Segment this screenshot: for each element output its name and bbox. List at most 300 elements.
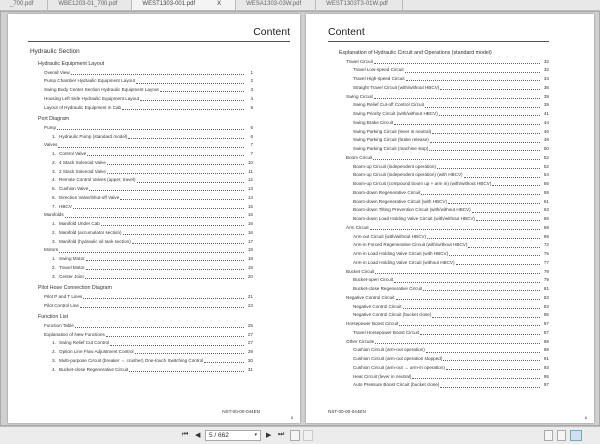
dot-leader bbox=[394, 276, 540, 282]
toc-entry-title bbox=[52, 255, 86, 264]
toc-entry-title bbox=[44, 95, 140, 104]
dot-leader bbox=[421, 189, 540, 195]
toc-entry-title bbox=[44, 246, 59, 255]
dot-leader bbox=[425, 101, 540, 107]
toc-entry-text: Travel Horsepower Boost Circuit bbox=[353, 329, 419, 335]
toc-entry-title bbox=[353, 215, 476, 224]
toc-entry-text: Motors bbox=[44, 247, 59, 253]
toc-entry[interactable] bbox=[339, 180, 549, 189]
dot-leader bbox=[396, 294, 540, 300]
toc-entry[interactable] bbox=[30, 264, 253, 273]
toc-entry[interactable] bbox=[339, 373, 549, 382]
toc-entry-title bbox=[38, 114, 70, 124]
dot-leader bbox=[412, 373, 540, 379]
toc-entry-title bbox=[52, 348, 135, 357]
toc-entry-text: Explanation of New Functions bbox=[44, 331, 105, 337]
toc-entry-title bbox=[44, 124, 57, 133]
toc-entry-page: 97 bbox=[540, 381, 549, 390]
toc-entry-title bbox=[353, 233, 427, 242]
toc-entry[interactable] bbox=[339, 320, 549, 329]
dot-leader bbox=[456, 259, 540, 265]
toc-entry[interactable] bbox=[339, 110, 549, 119]
toc-entry-title bbox=[52, 220, 101, 229]
page-number: 5 bbox=[290, 415, 293, 420]
toc-entry[interactable] bbox=[30, 141, 253, 150]
toc-entry[interactable] bbox=[30, 220, 253, 229]
toc-entry-title bbox=[353, 66, 405, 75]
toc-entry[interactable] bbox=[30, 69, 253, 78]
toc-entry-page: 91 bbox=[540, 355, 549, 364]
page-left bbox=[8, 14, 300, 423]
toc-entry-text: Arm-in Forced Regenerative Circuit (with/without HBCV) bbox=[353, 242, 468, 248]
toc-entry[interactable] bbox=[339, 346, 549, 355]
toc-entry[interactable] bbox=[339, 189, 549, 198]
toc-entry-title bbox=[44, 141, 58, 150]
toc-entry[interactable] bbox=[30, 331, 253, 340]
toc-entry-page: 13 bbox=[244, 185, 253, 194]
toc-entry-title bbox=[346, 268, 375, 277]
toc-entry-title bbox=[52, 357, 204, 366]
dot-leader bbox=[129, 366, 244, 372]
toc-entry-text: Function List bbox=[38, 314, 69, 321]
toc-entry[interactable] bbox=[30, 229, 253, 238]
toc-entry-title bbox=[346, 294, 396, 303]
toc-entry[interactable] bbox=[339, 163, 549, 172]
toc-entry-title bbox=[38, 283, 113, 293]
toc-entry[interactable] bbox=[30, 86, 253, 95]
toc-entry[interactable] bbox=[339, 311, 549, 320]
toc-entry-text: Bucket-close Regenerative Circuit bbox=[59, 366, 129, 372]
dot-leader bbox=[405, 66, 540, 72]
dot-leader bbox=[80, 302, 244, 308]
toc-entry-title bbox=[353, 373, 412, 382]
toc-entry-title bbox=[52, 229, 123, 238]
toc-entry-page: 61 bbox=[540, 198, 549, 207]
toc-entry[interactable] bbox=[339, 276, 549, 285]
paste-icon[interactable] bbox=[303, 430, 313, 441]
toc-entry-title bbox=[38, 59, 105, 69]
tab-2[interactable] bbox=[132, 0, 236, 10]
title-rule bbox=[328, 41, 549, 42]
toc-entry-text: Swing Parking Circuit (lever in neutral) bbox=[353, 128, 432, 134]
continuous-view-button[interactable] bbox=[557, 430, 566, 441]
toc-entry[interactable] bbox=[30, 339, 253, 348]
toc-entry-text: Manifold (hydraulic oil tank section) bbox=[59, 238, 131, 244]
dot-leader bbox=[122, 104, 244, 110]
dot-leader bbox=[446, 364, 540, 370]
toc-entry-text: Swing Parking Circuit (brake release) bbox=[353, 137, 429, 143]
toc-entry-page: 59 bbox=[540, 189, 549, 198]
toc-entry-text: Pilot P and T Lines bbox=[44, 293, 83, 299]
dot-leader bbox=[399, 320, 540, 326]
toc-heading bbox=[30, 59, 253, 69]
toc-entry-title bbox=[346, 154, 373, 163]
toc-entry-page: 6 bbox=[244, 124, 253, 133]
toc-entry[interactable] bbox=[30, 293, 253, 302]
toc-entry-text: Boom-up Circuit (independent operation) (with HBCV) bbox=[353, 172, 463, 178]
toc-entry[interactable] bbox=[30, 104, 253, 113]
close-tab-button[interactable]: X bbox=[217, 1, 222, 7]
toc-entry-title bbox=[346, 224, 370, 233]
toc-entry-page: 52 bbox=[540, 163, 549, 172]
toc-entry-title bbox=[353, 84, 440, 93]
toc-entry[interactable] bbox=[339, 250, 549, 259]
dot-leader bbox=[440, 84, 540, 90]
toc-entry-number: 3. bbox=[52, 357, 56, 363]
toc-entry-title bbox=[52, 176, 137, 185]
toc-entry-number: 2. bbox=[52, 264, 56, 270]
toc-entry-text: Cushion Valve bbox=[59, 186, 89, 191]
dot-leader bbox=[429, 145, 540, 151]
dot-leader bbox=[86, 255, 244, 261]
toc-entry-text: Negative Control Circuit (bucket close) bbox=[353, 312, 432, 318]
toc-entry[interactable] bbox=[339, 84, 549, 93]
toc-entry-title bbox=[353, 259, 456, 268]
toc-entry-number: 5. bbox=[52, 186, 56, 191]
next-page-button[interactable]: ▶ bbox=[266, 432, 272, 439]
toc-entry[interactable] bbox=[339, 136, 549, 145]
toc-entry[interactable] bbox=[339, 303, 549, 312]
toc-entry-page: 69 bbox=[540, 233, 549, 242]
toc-entry-page: 32 bbox=[540, 58, 549, 67]
toc-entry[interactable] bbox=[339, 58, 549, 67]
copy-icon[interactable] bbox=[290, 430, 300, 441]
toc-entry[interactable] bbox=[339, 171, 549, 180]
toc-entry-text: Port Diagram bbox=[38, 116, 70, 123]
dot-leader bbox=[135, 348, 244, 354]
two-page-view-button[interactable] bbox=[570, 430, 582, 441]
toc-entry[interactable] bbox=[339, 268, 549, 277]
toc-entry[interactable] bbox=[30, 176, 253, 185]
toc-entry-page: 7 bbox=[244, 141, 253, 150]
toc-entry[interactable] bbox=[30, 246, 253, 255]
toc-entry-title bbox=[346, 58, 374, 67]
toc-entry-title bbox=[353, 145, 429, 154]
dot-leader bbox=[120, 194, 244, 200]
toc-entry-title bbox=[353, 311, 432, 320]
dot-leader bbox=[440, 381, 540, 387]
toc-entry-text: Heat Circuit (lever in neutral) bbox=[353, 373, 412, 379]
doc-code: NST-00-00-044EN bbox=[328, 409, 366, 414]
toc-entry-number: 1. bbox=[52, 133, 56, 139]
toc-entry[interactable] bbox=[339, 75, 549, 84]
toc-entry-number: 1. bbox=[52, 151, 56, 156]
toc-entry-title bbox=[52, 366, 129, 375]
toc-entry-title bbox=[346, 338, 375, 347]
dot-leader bbox=[83, 293, 244, 299]
dot-leader bbox=[160, 86, 244, 92]
toc-entry[interactable] bbox=[339, 259, 549, 268]
toc-entry-title bbox=[353, 381, 440, 390]
dot-leader bbox=[106, 331, 244, 337]
toc-entry-page: 16 bbox=[244, 220, 253, 229]
toc-entry[interactable] bbox=[339, 145, 549, 154]
toc-entry-title bbox=[52, 203, 73, 212]
toc-entry-number: 1. bbox=[52, 221, 56, 226]
toc-entry-number: 3. bbox=[52, 273, 56, 279]
toc-entry-text: Swing Body Center Section Hydraulic Equipment Layout bbox=[44, 87, 159, 92]
toc-entry-page: 44 bbox=[540, 119, 549, 128]
dot-leader bbox=[140, 95, 244, 101]
toc-entry-text: Valves bbox=[44, 142, 58, 148]
toc-entry-text: Straight Travel Circuit (with/without HBCV) bbox=[353, 84, 440, 90]
toc-entry-text: Boom Circuit bbox=[346, 154, 373, 160]
toc-entry-title bbox=[44, 302, 80, 311]
toc-entry-page: 46 bbox=[540, 128, 549, 137]
toc-entry[interactable] bbox=[30, 95, 253, 104]
title-rule bbox=[28, 41, 290, 42]
toc-entry[interactable] bbox=[339, 338, 549, 347]
dot-leader bbox=[375, 338, 540, 344]
toc-entry-text: Swing Brake Circuit bbox=[353, 119, 394, 125]
dot-leader bbox=[448, 198, 540, 204]
toc-entry-text: Center Joint bbox=[59, 273, 84, 279]
toc-entry[interactable] bbox=[30, 168, 253, 177]
dot-leader bbox=[204, 357, 244, 363]
toc-entry-page: 34 bbox=[540, 75, 549, 84]
toc-entry-page: 87 bbox=[540, 329, 549, 338]
toc-entry[interactable] bbox=[339, 381, 549, 390]
toc-entry[interactable] bbox=[339, 294, 549, 303]
toc-entry-page: 85 bbox=[540, 311, 549, 320]
toc-entry-text: Travel Motor bbox=[59, 264, 85, 270]
toc-entry-text: Overall View bbox=[44, 69, 70, 75]
toc-entry-title bbox=[52, 159, 107, 168]
toc-entry[interactable] bbox=[30, 238, 253, 247]
dot-leader bbox=[374, 93, 540, 99]
dot-leader bbox=[472, 206, 540, 212]
toc-entry-text: Pump Chamber Hydraulic Equipment Layout bbox=[44, 78, 135, 84]
tab-label: WEST1303T3-01W.pdf bbox=[326, 1, 388, 7]
toc-entry[interactable] bbox=[30, 194, 253, 203]
toc-entry-page: 18 bbox=[244, 246, 253, 255]
toc-entry[interactable] bbox=[339, 101, 549, 110]
toc-entry[interactable] bbox=[339, 215, 549, 224]
toc-entry-text: Bucket Circuit bbox=[346, 268, 375, 274]
toc-entry-title bbox=[44, 211, 65, 220]
dot-leader bbox=[394, 119, 540, 125]
toc-entry-text: Swing Relief Cut-off Control Circuit bbox=[353, 102, 424, 108]
toc-list bbox=[339, 46, 549, 390]
toc-entry-text: Direction Valve/Shut-off Valve bbox=[59, 194, 120, 200]
toc-entry-title bbox=[44, 322, 75, 331]
document-tabs bbox=[0, 0, 600, 11]
toc-entry-text: Arm Circuit bbox=[346, 224, 369, 230]
toc-entry[interactable] bbox=[30, 348, 253, 357]
toc-entry-number: 3. bbox=[52, 238, 56, 244]
toc-heading bbox=[30, 312, 253, 322]
toc-entry-page: 50 bbox=[540, 145, 549, 154]
toc-entry-title bbox=[353, 250, 449, 259]
toc-entry-text: Travel High-speed Circuit bbox=[353, 76, 405, 81]
toc-entry-title bbox=[52, 264, 86, 273]
tab-0[interactable] bbox=[0, 0, 48, 10]
toc-entry[interactable] bbox=[30, 159, 253, 168]
toc-entry-text: Boom-down Load Holding Valve Circuit (with/without HBCV) bbox=[353, 216, 475, 221]
page-right bbox=[306, 14, 594, 423]
toc-entry-title bbox=[353, 136, 430, 145]
toc-entry[interactable] bbox=[339, 241, 549, 250]
toc-entry-title bbox=[38, 312, 69, 322]
toc-entry-page: 75 bbox=[540, 250, 549, 259]
toc-entry[interactable] bbox=[339, 364, 549, 373]
toc-entry-page: 36 bbox=[540, 84, 549, 93]
dot-leader bbox=[59, 246, 244, 252]
toc-entry-text: Hydraulic Pump (standard model) bbox=[59, 133, 128, 139]
toc-entry-title bbox=[52, 339, 110, 348]
dot-leader bbox=[110, 339, 244, 345]
dot-leader bbox=[373, 154, 540, 160]
toc-entry-page: 83 bbox=[540, 294, 549, 303]
single-page-view-button[interactable] bbox=[544, 430, 553, 441]
toc-entry-page: 15 bbox=[244, 203, 253, 212]
toc-entry[interactable] bbox=[339, 329, 549, 338]
toc-entry[interactable] bbox=[30, 124, 253, 133]
dot-leader bbox=[136, 77, 244, 83]
toc-entry[interactable] bbox=[30, 366, 253, 375]
prev-page-button[interactable]: ◀ bbox=[195, 432, 201, 439]
toc-entry[interactable] bbox=[30, 255, 253, 264]
toc-entry[interactable] bbox=[339, 93, 549, 102]
toc-entry-number: 2. bbox=[52, 349, 56, 354]
toc-entry-title bbox=[353, 101, 425, 110]
tab-label: WEST1303-001.pdf bbox=[142, 1, 196, 7]
toc-entry-text: Hydraulic Equipment Layout bbox=[38, 61, 105, 67]
toc-entry[interactable] bbox=[30, 322, 253, 331]
toc-entry-title bbox=[353, 198, 448, 207]
toc-entry[interactable] bbox=[30, 211, 253, 220]
toc-entry-text: Arm-in Load Holding Valve Circuit (without HBCV) bbox=[353, 259, 455, 265]
toc-entry-title bbox=[353, 128, 432, 137]
toc-entry-text: Swing Relief Cut Control bbox=[59, 340, 110, 346]
toc-entry-title bbox=[353, 346, 426, 355]
toc-entry[interactable] bbox=[339, 233, 549, 242]
toc-entry-text: Manifolds bbox=[44, 212, 64, 218]
toc-entry-number: 4. bbox=[52, 366, 56, 372]
toc-entry-number: 2. bbox=[52, 229, 56, 235]
tab-4[interactable] bbox=[316, 0, 403, 10]
toc-entry[interactable] bbox=[30, 77, 253, 86]
dot-leader bbox=[426, 346, 540, 352]
toc-entry-number: 7. bbox=[52, 203, 56, 209]
pdf-viewer[interactable] bbox=[0, 11, 600, 426]
tab-label: _700.pdf bbox=[10, 1, 34, 7]
toc-entry[interactable] bbox=[30, 357, 253, 366]
toc-entry-page: 5 bbox=[244, 104, 253, 113]
toc-entry-page: 79 bbox=[540, 268, 549, 277]
toc-entry-title bbox=[52, 273, 85, 282]
dot-leader bbox=[73, 203, 244, 209]
toc-entry-title bbox=[52, 185, 89, 194]
toc-entry-number: 6. bbox=[52, 194, 56, 200]
dot-leader bbox=[492, 180, 540, 186]
toc-entry-page: 6 bbox=[244, 133, 253, 142]
toc-entry-text: 4 Stack Solenoid Valve bbox=[59, 159, 106, 165]
toc-entry-page: 3 bbox=[244, 86, 253, 95]
toc-entry-title bbox=[353, 329, 420, 338]
toc-entry[interactable] bbox=[30, 150, 253, 159]
page-title: Content bbox=[328, 26, 365, 38]
dot-leader bbox=[375, 268, 540, 274]
tab-1[interactable] bbox=[48, 0, 132, 10]
last-page-button[interactable]: ⏭ bbox=[278, 431, 285, 438]
chevron-down-icon[interactable]: ▾ bbox=[254, 432, 257, 438]
toc-entry[interactable] bbox=[339, 224, 549, 233]
toc-entry-page: 93 bbox=[540, 364, 549, 373]
toc-entry-text: Pump bbox=[44, 124, 57, 130]
toc-entry-text: Auto Pressure Boost Circuit (bucket close) bbox=[353, 382, 440, 388]
dot-leader bbox=[128, 133, 244, 139]
toc-entry-page: 81 bbox=[540, 285, 549, 294]
dot-leader bbox=[58, 141, 244, 147]
toc-entry-text: Boom-down Regenerative Circuit (with HBCV) bbox=[353, 198, 447, 204]
tab-3[interactable] bbox=[236, 0, 316, 10]
dot-leader bbox=[432, 311, 540, 317]
page-number-input[interactable] bbox=[205, 430, 261, 441]
dot-leader bbox=[65, 211, 244, 217]
toc-entry-page: 16 bbox=[244, 211, 253, 220]
toc-entry-text: Swing Parking Circuit (machine stop) bbox=[353, 146, 429, 151]
toc-entry[interactable] bbox=[30, 273, 253, 282]
dot-leader bbox=[437, 163, 540, 169]
toc-entry[interactable] bbox=[30, 302, 253, 311]
toc-entry[interactable] bbox=[30, 133, 253, 142]
toc-entry-page: 54 bbox=[540, 171, 549, 180]
first-page-button[interactable]: ⏮ bbox=[182, 431, 189, 438]
toc-entry-number: 3. bbox=[52, 168, 56, 174]
toc-entry-page: 77 bbox=[540, 259, 549, 268]
dot-leader bbox=[107, 168, 244, 174]
toc-entry-text: Function Table bbox=[44, 322, 74, 328]
toc-entry-page: 69 bbox=[540, 224, 549, 233]
toc-entry[interactable] bbox=[339, 119, 549, 128]
toc-entry-text: Explanation of Hydraulic Circuit and Operations (standard model) bbox=[339, 50, 492, 56]
toc-entry-page: 95 bbox=[540, 373, 549, 382]
toc-entry-number: 2. bbox=[52, 159, 56, 165]
toc-entry-page: 16 bbox=[244, 229, 253, 238]
dot-leader bbox=[101, 220, 244, 226]
toc-entry[interactable] bbox=[339, 154, 549, 163]
toc-entry[interactable] bbox=[339, 206, 549, 215]
toc-entry-page: 1 bbox=[244, 69, 253, 78]
page-title: Content bbox=[253, 26, 290, 38]
toc-entry-text: Boom-down Tilting Prevention Circuit (with/without HBCV) bbox=[353, 207, 471, 213]
toc-entry[interactable] bbox=[30, 203, 253, 212]
dot-leader bbox=[427, 233, 540, 239]
toc-entry[interactable] bbox=[30, 185, 253, 194]
toc-entry[interactable] bbox=[339, 355, 549, 364]
toc-entry-text: Cushion Circuit (arm-out → arm-in operation) bbox=[353, 364, 445, 370]
toc-entry-title bbox=[353, 189, 421, 198]
toc-entry[interactable] bbox=[339, 66, 549, 75]
dot-leader bbox=[87, 150, 244, 156]
toc-entry[interactable] bbox=[339, 198, 549, 207]
toc-list bbox=[30, 46, 253, 374]
toc-entry-title bbox=[44, 86, 160, 95]
doc-code: NST-00-00-044EN bbox=[222, 409, 260, 414]
toc-heading bbox=[30, 114, 253, 124]
dot-leader bbox=[430, 136, 540, 142]
toc-entry-title bbox=[353, 364, 446, 373]
toc-entry-text: HBCV bbox=[59, 203, 72, 209]
toc-entry[interactable] bbox=[339, 285, 549, 294]
dot-leader bbox=[439, 110, 540, 116]
toc-entry-text: Manifold Under Cab bbox=[59, 221, 100, 226]
toc-entry[interactable] bbox=[339, 128, 549, 137]
toc-entry-title bbox=[353, 75, 406, 84]
toc-entry-text: Bucket-open Circuit bbox=[353, 277, 394, 283]
toc-entry-title bbox=[44, 293, 83, 302]
